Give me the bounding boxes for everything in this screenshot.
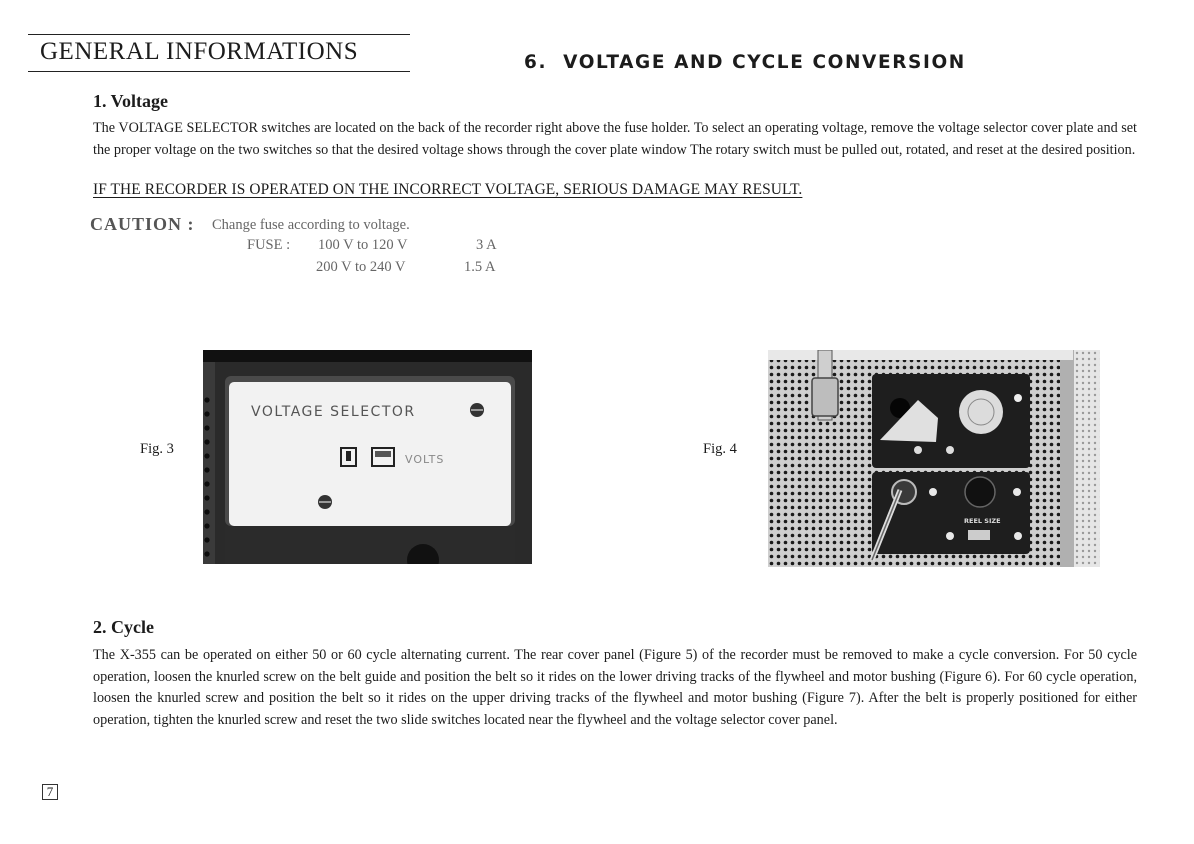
section-title-text: VOLTAGE AND CYCLE CONVERSION bbox=[563, 52, 966, 73]
fig3-voltage-selector-photo bbox=[203, 350, 532, 564]
fig3-label: Fig. 3 bbox=[140, 441, 174, 457]
voltage-warning: IF THE RECORDER IS OPERATED ON THE INCORRECT VOLTAGE, SERIOUS DAMAGE MAY RESULT. bbox=[93, 181, 803, 198]
fuse-range-row-2: 200 V to 240 V bbox=[316, 259, 406, 275]
caution-text: Change fuse according to voltage. bbox=[212, 217, 410, 233]
fig3-volts-label: VOLTS bbox=[405, 453, 445, 466]
fig3-plate-label: VOLTAGE SELECTOR bbox=[251, 404, 416, 420]
fuse-amps-row-2: 1.5 A bbox=[464, 259, 496, 275]
section-number: 6. bbox=[524, 52, 548, 73]
caution-label: CAUTION : bbox=[90, 214, 195, 234]
voltage-paragraph: The VOLTAGE SELECTOR switches are located on the back of the recorder right above the fuse holder. To select an operating voltage, remove the voltage selector cover plate and set the proper voltage on the two switches so that the desired voltage shows through the cover plate window The rotary switch must be pulled out, rotated, and reset at the desired position. bbox=[93, 120, 1137, 158]
general-informations-title: GENERAL INFORMATIONS bbox=[40, 38, 359, 65]
fuse-range-row-1: 100 V to 120 V bbox=[318, 237, 408, 253]
general-informations-header bbox=[28, 34, 410, 72]
cycle-paragraph: The X-355 can be operated on either 50 or 60 cycle alternating current. The rear cover panel (Figure 5) of the recorder must be removed to make a cycle conversion. For 50 cycle operation, loosen the knurled screw on the belt guide and position the belt so it rides on the lower driving tracks of the flywheel and motor bushing (Figure 6). For 60 cycle operation, loosen the knurled screw and position the belt so it rides on the upper driving tracks of the flywheel and motor bushing (Figure 7). After the belt is properly positioned for either operation, tighten the knurled screw and reset the two slide switches located near the flywheel and the voltage selector cover panel. bbox=[93, 647, 1137, 728]
section-title bbox=[524, 52, 966, 73]
fig4-reel-size-label: REEL SIZE bbox=[964, 517, 1001, 525]
page-number: 7 bbox=[42, 784, 58, 800]
cycle-heading: 2. Cycle bbox=[93, 617, 154, 637]
fuse-amps-row-1: 3 A bbox=[476, 237, 497, 253]
fig4-rotary-switch bbox=[959, 390, 1003, 434]
fig4-knob-right bbox=[965, 477, 995, 507]
fuse-label: FUSE : bbox=[247, 237, 291, 253]
fig4-slide-switch bbox=[968, 530, 990, 540]
fig4-rear-panel-photo bbox=[768, 350, 1100, 567]
fig4-label: Fig. 4 bbox=[703, 441, 737, 457]
voltage-heading: 1. Voltage bbox=[93, 91, 169, 111]
fig4-belt-guide bbox=[812, 378, 838, 416]
fig4-upper-panel bbox=[872, 374, 1030, 468]
